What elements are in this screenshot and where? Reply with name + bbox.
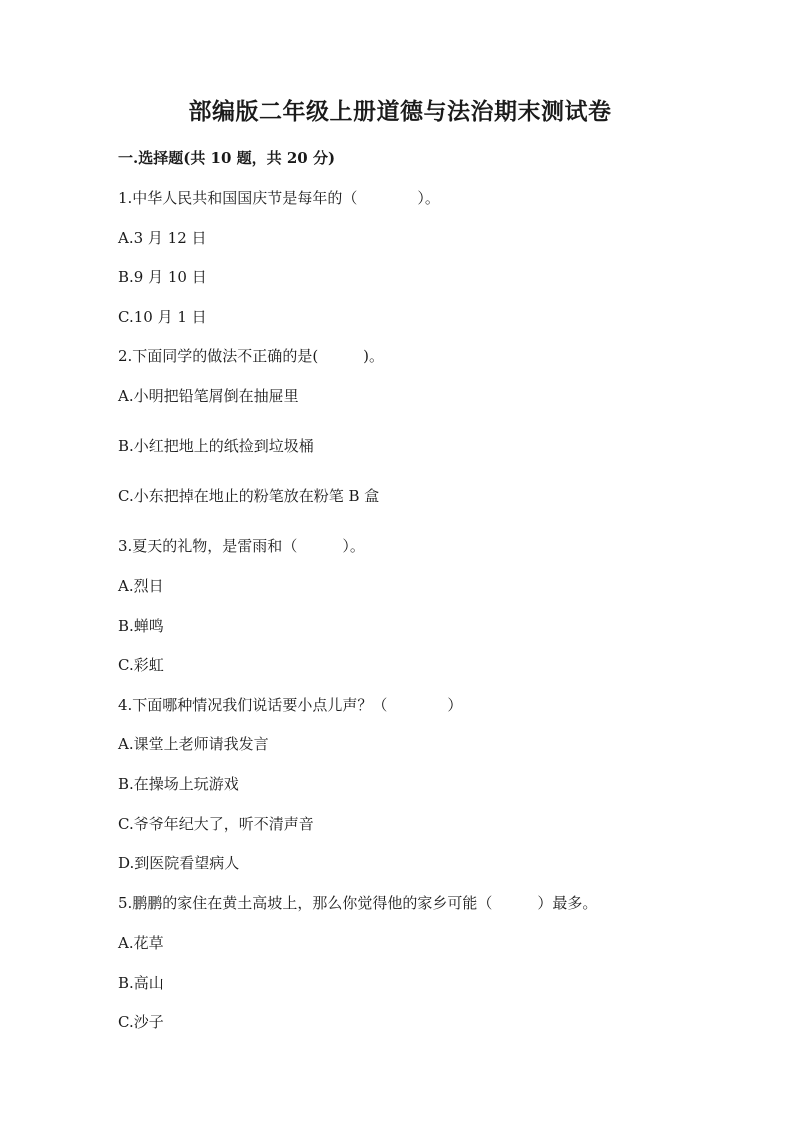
question-5-option-a: A.花草 (118, 934, 164, 952)
question-4-option-a: A.课堂上老师请我发言 (118, 735, 269, 753)
question-1-option-c: C.10 月 1 日 (118, 308, 207, 326)
question-5-option-c: C.沙子 (118, 1013, 164, 1031)
question-2-stem: 2.下面同学的做法不正确的是( )。 (118, 347, 385, 365)
question-3-option-c: C.彩虹 (118, 656, 164, 674)
question-4-option-c: C.爷爷年纪大了，听不清声音 (118, 815, 314, 833)
question-4-stem: 4.下面哪种情况我们说话要小点儿声？（ ） (118, 696, 463, 714)
question-3-option-b: B.蝉鸣 (118, 617, 164, 635)
section-heading: 一.选择题(共 10 题，共 20 分) (118, 149, 336, 167)
question-3-option-a: A.烈日 (118, 577, 164, 595)
exam-title: 部编版二年级上册道德与法治期末测试卷 (188, 98, 612, 125)
question-3-stem: 3.夏天的礼物，是雷雨和（ ）。 (118, 537, 365, 555)
question-4-option-d: D.到医院看望病人 (118, 854, 240, 872)
question-1-option-b: B.9 月 10 日 (118, 268, 207, 286)
question-2-option-c: C.小东把掉在地止的粉笔放在粉笔 B 盒 (118, 487, 380, 505)
question-2-option-a: A.小明把铅笔屑倒在抽屉里 (118, 387, 299, 405)
question-2-option-b: B.小红把地上的纸捡到垃圾桶 (118, 437, 314, 455)
question-5-stem: 5.鹏鹏的家住在黄土高坡上，那么你觉得他的家乡可能（ ）最多。 (118, 894, 598, 912)
question-1-stem: 1.中华人民共和国国庆节是每年的（ ）。 (118, 189, 440, 207)
question-5-option-b: B.高山 (118, 974, 164, 992)
question-1-option-a: A.3 月 12 日 (118, 229, 207, 247)
question-4-option-b: B.在操场上玩游戏 (118, 775, 239, 793)
